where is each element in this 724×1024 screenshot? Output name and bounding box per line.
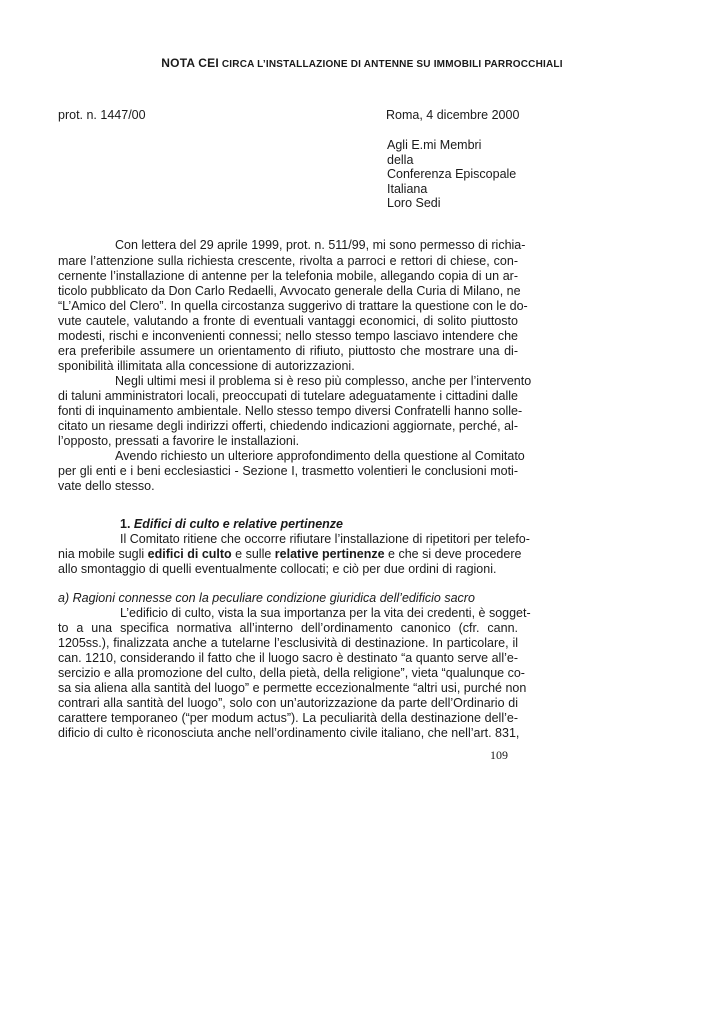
header-title-initial: N	[161, 56, 171, 70]
page-number: 109	[490, 748, 508, 762]
paragraph-line: era preferibile assumere un orientamento di rifiuto, piuttosto che mostrare una di-	[58, 344, 518, 358]
paragraph-line: “L’Amico del Clero”. In quella circostanza suggerivo di trattare la questione con le do-	[58, 299, 528, 313]
recipient-line: Italiana	[387, 181, 428, 196]
paragraph-line: contrari alla santità del luogo”, solo con un’autorizzazione da parte dell’Ordinario di	[58, 696, 518, 710]
subsection-heading: a) Ragioni connesse con la peculiare condizione giuridica dell’edificio sacro	[58, 591, 475, 605]
paragraph-line: sa sia aliena alla santità del luogo” e permette eccezionalmente “altri usi, purché non	[58, 681, 527, 695]
paragraph-line: allo smontaggio di quelli eventualmente collocati; e ciò per due ordini di ragioni.	[58, 562, 497, 576]
paragraph-line	[58, 547, 522, 562]
paragraph-line: 1205ss.), finalizzata anche a tutelarne l’esclusività di destinazione. In particolare, il	[58, 636, 518, 650]
paragraph-line: di taluni amministratori locali, preoccupati di tutelare adeguatamente i cittadini dalle	[58, 389, 518, 403]
paragraph-line: per gli enti e i beni ecclesiastici - Sezione I, trasmetto volentieri le conclusioni moti-	[58, 464, 518, 478]
paragraph-line: vute cautele, valutando a fronte di eventuali vantaggi economici, di solito piuttosto	[58, 314, 518, 328]
paragraph-line: sercizio e alla promozione del culto, della pietà, della religione”, vieta “qualunque co-	[58, 666, 525, 680]
recipients-block	[387, 138, 516, 211]
paragraph-line: modesti, rischi e inconvenienti connessi; nello stesso tempo lasciavo intendere che	[58, 329, 518, 343]
paragraph-line: Il Comitato ritiene che occorre rifiutare l’installazione di ripetitori per telefo-	[120, 532, 530, 546]
header-title-word: OTA CEI	[170, 56, 219, 70]
paragraph-line: dificio di culto è riconosciuta anche nell’ordinamento civile italiano, che nell’art. 831,	[58, 726, 520, 740]
text-run: e che si deve procedere	[384, 547, 522, 561]
paragraph-line: l’opposto, pressati a favorire le installazioni.	[58, 434, 300, 448]
letter-date: Roma, 4 dicembre 2000	[386, 108, 520, 122]
paragraph-line: L’edificio di culto, vista la sua importanza per la vita dei credenti, è sogget-	[120, 606, 531, 620]
paragraph-line: Avendo richiesto un ulteriore approfondimento della questione al Comitato	[115, 449, 525, 463]
section-heading	[120, 517, 518, 532]
recipient-line: della	[387, 152, 414, 167]
protocol-number: prot. n. 1447/00	[58, 108, 146, 122]
paragraph-line: Negli ultimi mesi il problema si è reso più complesso, anche per l’intervento	[115, 374, 532, 388]
recipient-line: Loro Sedi	[387, 196, 441, 211]
recipient-line: Agli E.mi Membri	[387, 138, 482, 152]
recipient-line: Conferenza Episcopale	[387, 167, 517, 182]
section-title: Edifici di culto e relative pertinenze	[133, 517, 343, 531]
paragraph-line: can. 1210, considerando il fatto che il luogo sacro è destinato “a quanto serve all’e-	[58, 651, 518, 665]
paragraph-line: vate dello stesso.	[58, 479, 155, 493]
paragraph-line: fonti di inquinamento ambientale. Nello stesso tempo diversi Confratelli hanno solle-	[58, 404, 523, 418]
paragraph-line: ticolo pubblicato da Don Carlo Redaelli, Avvocato generale della Curia di Milano, ne	[58, 284, 521, 298]
emphasis-relative-pertinenze: relative pertinenze	[274, 547, 385, 561]
paragraph-line: cernente l’installazione di antenne per la telefonia mobile, allegando copia di un ar-	[58, 269, 518, 283]
paragraph-line: Con lettera del 29 aprile 1999, prot. n. 511/99, mi sono permesso di richia-	[115, 238, 526, 252]
page-header	[0, 56, 724, 70]
paragraph-line: mare l’attenzione sulla richiesta crescente, rivolta a parroci e rettori di chiese, con-	[58, 254, 518, 268]
paragraph-line: carattere temporaneo (“per modum actus”). La peculiarità della destinazione dell’e-	[58, 711, 518, 725]
text-run: nia mobile sugli	[58, 547, 148, 561]
section-number: 1.	[120, 517, 134, 531]
paragraph-line: to a una specifica normativa all’interno dell’ordinamento canonico (cfr. cann.	[58, 621, 518, 635]
text-run: e sulle	[231, 547, 275, 561]
paragraph-line: citato un riesame degli indirizzi offerti, chiedendo indicazioni aggiornate, perché, al-	[58, 419, 518, 433]
header-title-rest: CIRCA L’INSTALLAZIONE DI ANTENNE SU IMMOBILI PARROCCHIALI	[218, 59, 563, 70]
paragraph-line: sponibilità illimitata alla concessione di autorizzazioni.	[58, 359, 355, 373]
emphasis-edifici-di-culto: edifici di culto	[147, 547, 232, 561]
